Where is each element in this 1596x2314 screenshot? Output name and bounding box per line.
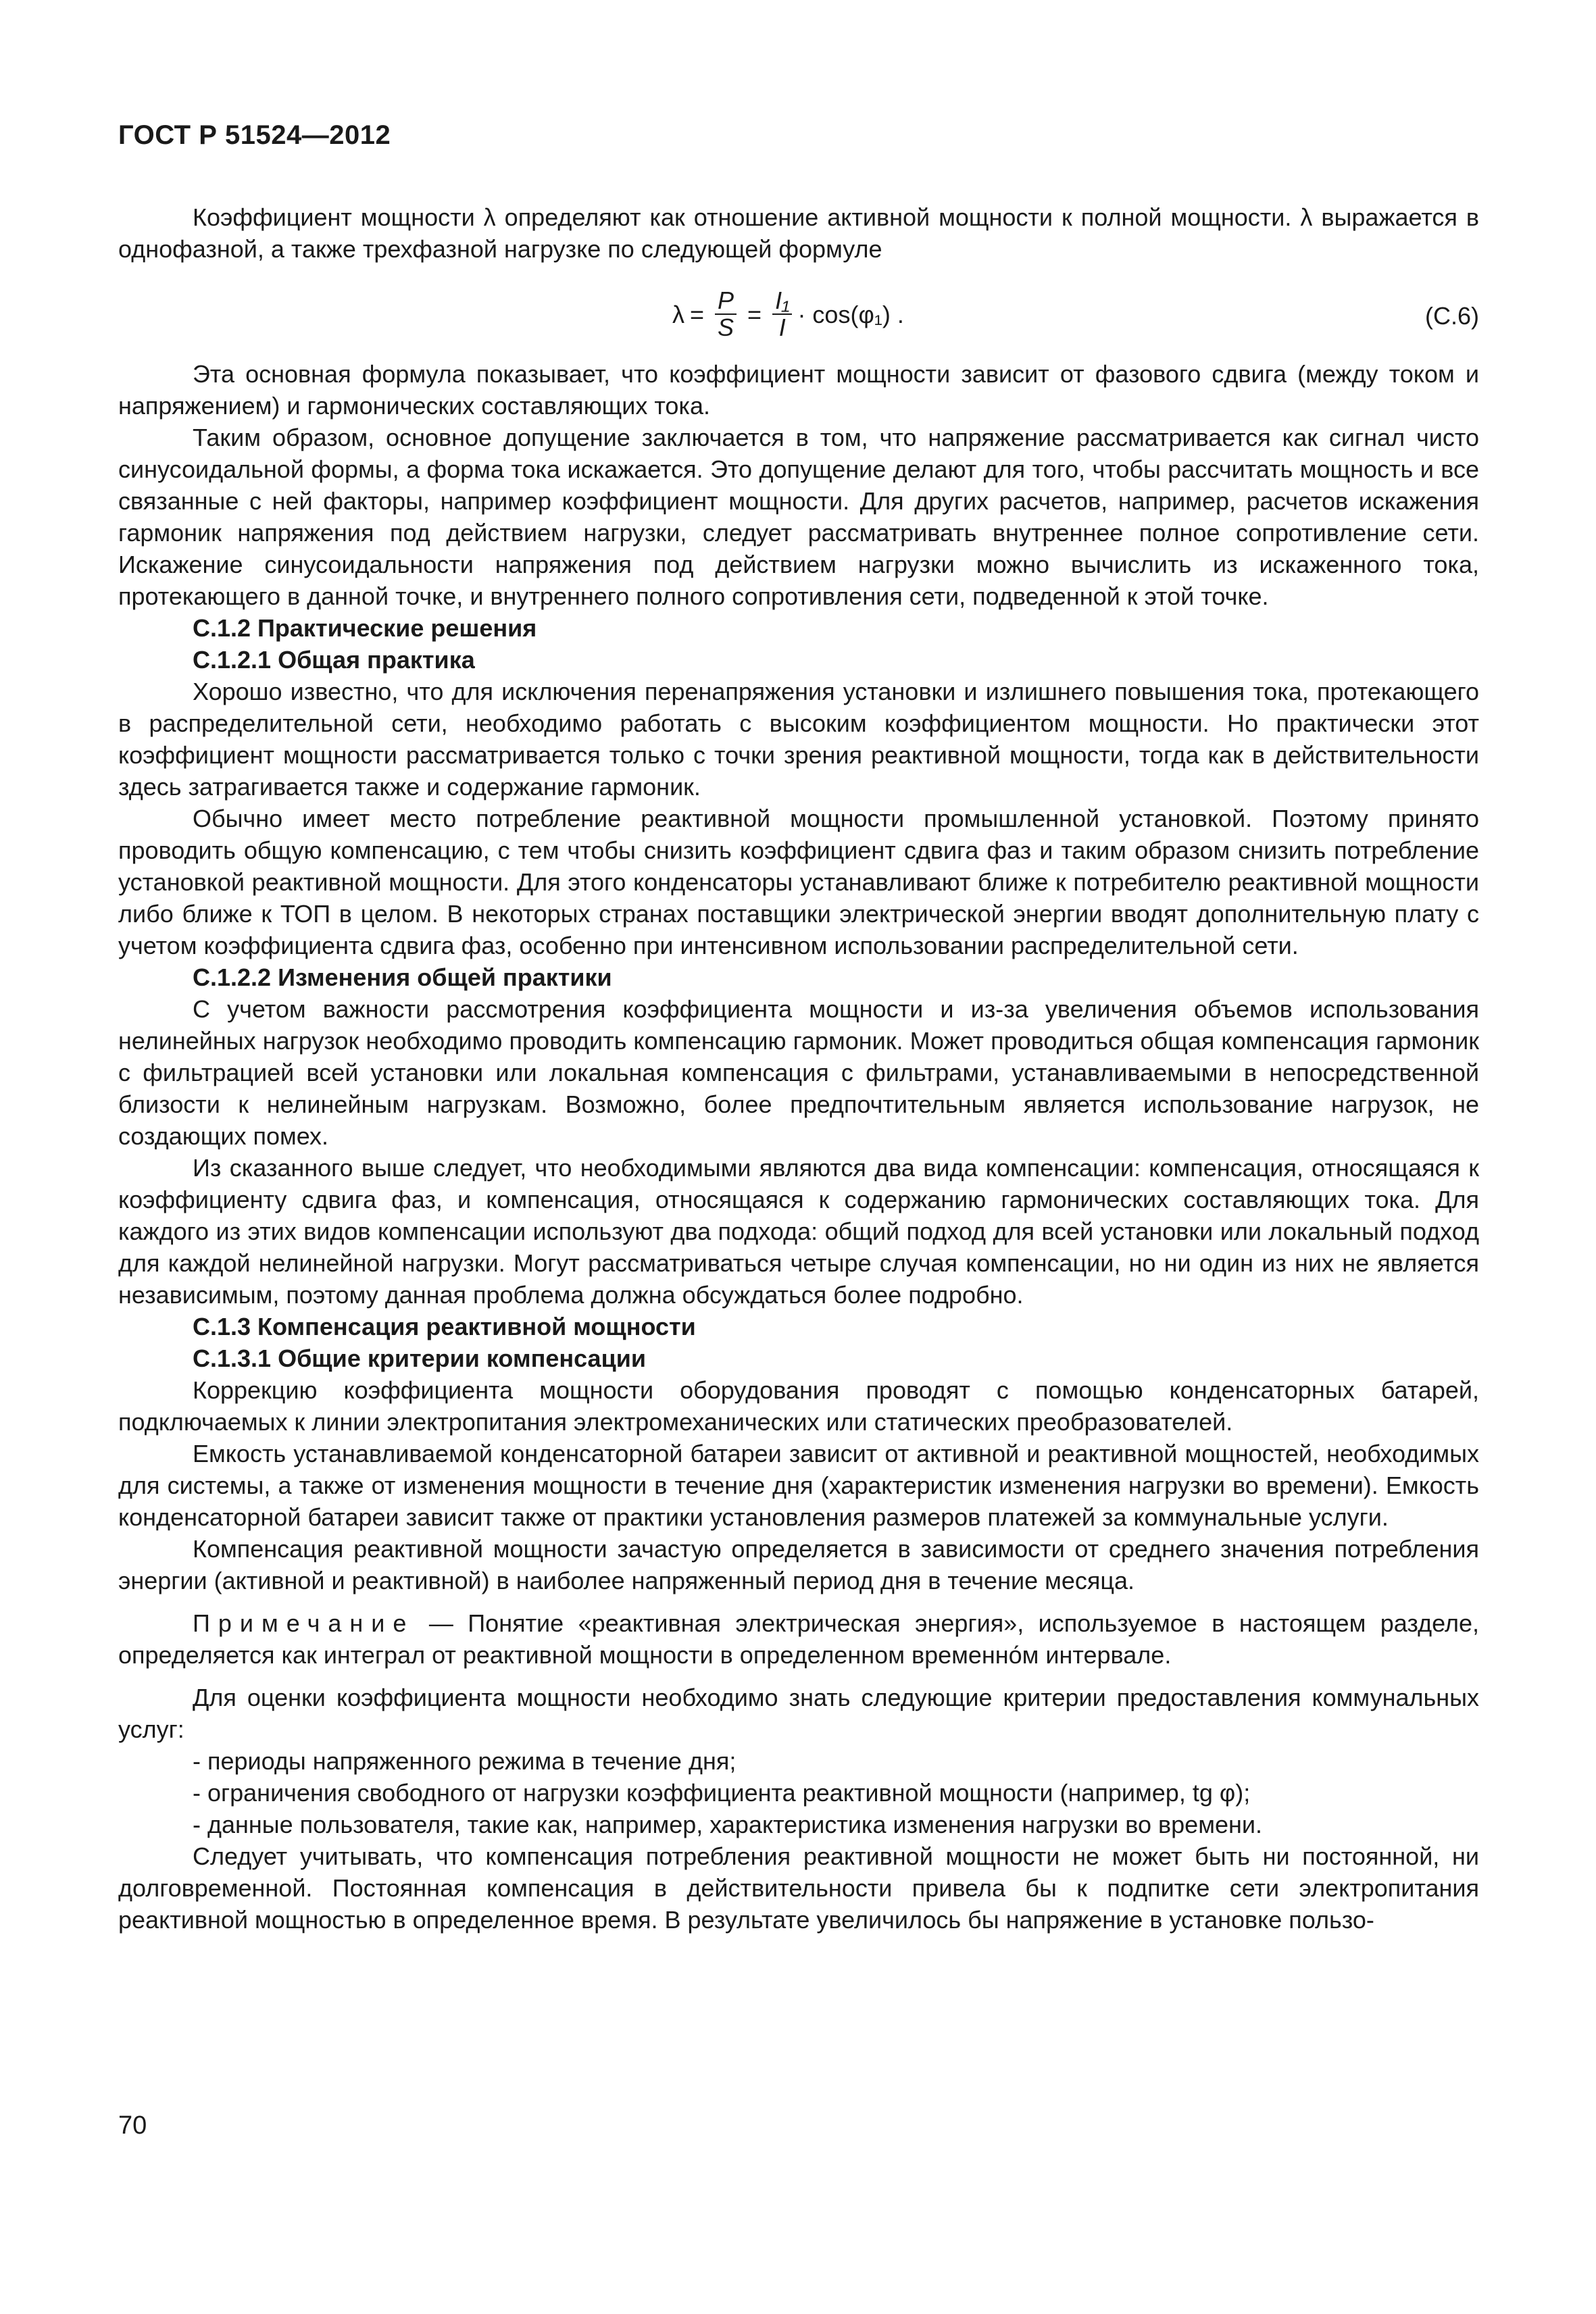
- formula-lambda: λ: [672, 300, 684, 328]
- list-item: - данные пользователя, такие как, например, характеристика изменения нагрузки во времени.: [193, 1811, 1262, 1838]
- formula-fraction-i1-i: [772, 288, 792, 341]
- list-item: - ограничения свободного от нагрузки коэффициента реактивной мощности (например, tg φ);: [193, 1779, 1251, 1807]
- note-text: — Понятие «реактивная электрическая энергия», используемое в настоящем разделе, определяется как интеграл от реактивной мощности в определенном временно́м интервале.: [118, 1609, 1479, 1669]
- paragraph: С учетом важности рассмотрения коэффициента мощности и из-за увеличения объемов использования нелинейных нагрузок необходимо проводить компенсацию гармоник. Может проводиться общая компенсация гармоник с фильтрацией всей установки или локальная компенсация с фильтрами, устанавливаемыми в непосредственной близости к нелинейным нагрузкам. Возможно, более предпочтительным является использование нагрузок, не создающих помех.: [118, 995, 1479, 1150]
- formula-equals: =: [747, 300, 762, 328]
- paragraph: Хорошо известно, что для исключения перенапряжения установки и излишнего повышения тока, протекающего в распределительной сети, необходимо работать с высоким коэффициентом мощности. Но практически этот коэффициент мощности рассматривается только с точки зрения реактивной мощности, тогда как в действительности здесь затрагивается также и содержание гармоник.: [118, 678, 1479, 801]
- section-heading: С.1.3.1 Общие критерии компенсации: [193, 1344, 646, 1372]
- paragraph: Таким образом, основное допущение заключается в том, что напряжение рассматривается как сигнал чисто синусоидальной формы, а форма тока искажается. Это допущение делают для того, чтобы рассчитать мощность и все связанные с ней факторы, например коэффициент мощности. Для других расчетов, например, расчетов искажения гармоник напряжения под действием нагрузки, следует рассматривать внутреннее полное сопротивление сети. Искажение синусоидальности напряжения под действием нагрузки можно вычислить из искаженного тока, протекающего в данной точке, и внутреннего полного сопротивления сети, подведенной к этой точке.: [118, 424, 1479, 610]
- paragraph: Коррекцию коэффициента мощности оборудования проводят с помощью конденсаторных батарей, подключаемых к линии электропитания электромеханических или статических преобразователей.: [118, 1376, 1479, 1436]
- paragraph: Из сказанного выше следует, что необходимыми являются два вида компенсации: компенсация, относящаяся к коэффициенту сдвига фаз, и компенсация, относящаяся к содержанию гармонических составляющих тока. Для каждого из этих видов компенсации используют два подхода: общий подход для всей установки или локальный подход для каждой нелинейной нагрузки. Могут рассматриваться четыре случая компенсации, но ни один из них не является независимым, поэтому данная проблема должна обсуждаться более подробно.: [118, 1154, 1479, 1309]
- document-header: ГОСТ Р 51524—2012: [118, 120, 391, 150]
- formula-c6: [118, 270, 1479, 351]
- formula-expression: [672, 288, 904, 341]
- formula-cos-term: · cos(φ₁) .: [797, 300, 904, 328]
- section-heading: С.1.2.2 Изменения общей практики: [193, 963, 612, 991]
- fraction-denominator: I: [778, 313, 786, 341]
- fraction-numerator: I₁: [772, 288, 792, 315]
- paragraph: Коэффициент мощности λ определяют как отношение активной мощности к полной мощности. λ выражается в однофазной, а также трехфазной нагрузке по следующей формуле: [118, 203, 1479, 263]
- fraction-denominator: S: [718, 313, 734, 341]
- section-heading: С.1.3 Компенсация реактивной мощности: [193, 1313, 696, 1340]
- formula-equals: =: [690, 300, 705, 328]
- note-label: Примечание: [193, 1609, 415, 1637]
- paragraph: Следует учитывать, что компенсация потребления реактивной мощности не может быть ни постоянной, ни долговременной. Постоянная компенсация в действительности привела бы к подпитке сети электропитания реактивной мощностью в определенное время. В результате увеличилось бы напряжение в установке пользо-: [118, 1842, 1479, 1934]
- fraction-numerator: P: [715, 288, 737, 315]
- section-heading: С.1.2.1 Общая практика: [193, 646, 475, 674]
- note: [118, 1607, 1479, 1671]
- formula-number: (С.6): [1425, 302, 1479, 330]
- list-item: - периоды напряженного режима в течение дня;: [193, 1747, 737, 1775]
- paragraph: Для оценки коэффициента мощности необходимо знать следующие критерии предоставления коммунальных услуг:: [118, 1684, 1479, 1743]
- paragraph: Эта основная формула показывает, что коэффициент мощности зависит от фазового сдвига (между током и напряжением) и гармонических составляющих тока.: [118, 360, 1479, 420]
- formula-fraction-p-s: [715, 288, 737, 341]
- document-body: [118, 201, 1479, 1936]
- paragraph: Емкость устанавливаемой конденсаторной батареи зависит от активной и реактивной мощностей, необходимых для системы, а также от изменения мощности в течение дня (характеристик изменения нагрузки во времени). Емкость конденсаторной батареи зависит также от практики установления размеров платежей за коммунальные услуги.: [118, 1440, 1479, 1531]
- paragraph: Компенсация реактивной мощности зачастую определяется в зависимости от среднего значения потребления энергии (активной и реактивной) в наиболее напряженный период дня в течение месяца.: [118, 1535, 1479, 1594]
- section-heading: С.1.2 Практические решения: [193, 614, 537, 642]
- page-number: 70: [118, 2111, 147, 2140]
- paragraph: Обычно имеет место потребление реактивной мощности промышленной установкой. Поэтому принято проводить общую компенсацию, с тем чтобы снизить коэффициент сдвига фаз и таким образом снизить потребление установкой реактивной мощности. Для этого конденсаторы устанавливают ближе к потребителю реактивной мощности либо ближе к ТОП в целом. В некоторых странах поставщики электрической энергии вводят дополнительную плату с учетом коэффициента сдвига фаз, особенно при интенсивном использовании распределительной сети.: [118, 805, 1479, 959]
